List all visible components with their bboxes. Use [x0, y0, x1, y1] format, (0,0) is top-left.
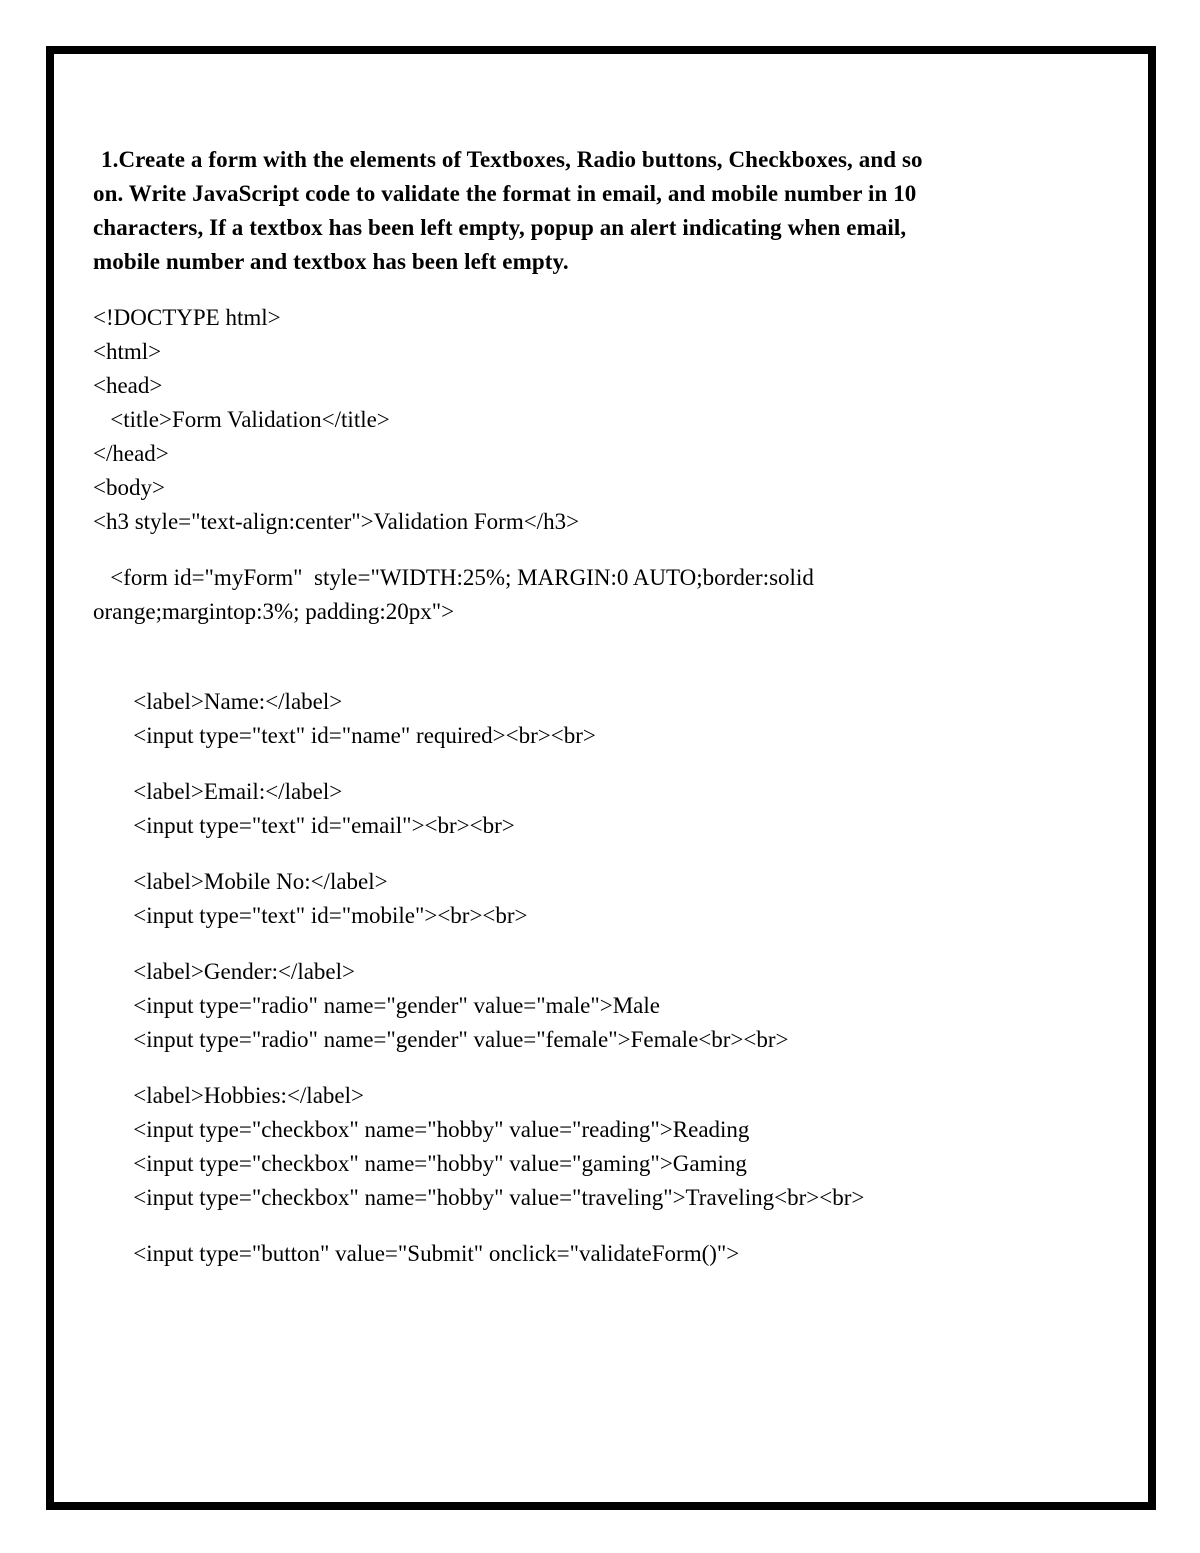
- code-line: <title>Form Validation</title>: [93, 407, 390, 432]
- spacer: [93, 663, 1093, 685]
- code-line: <label>Gender:</label>: [93, 959, 355, 984]
- code-line: <input type="radio" name="gender" value="female">Female<br><br>: [93, 1027, 789, 1052]
- code-line: <input type="checkbox" name="hobby" value="gaming">Gaming: [93, 1151, 747, 1176]
- spacer: [93, 539, 1093, 561]
- code-line: <label>Mobile No:</label>: [93, 869, 388, 894]
- spacer: [93, 843, 1093, 865]
- code-line: <input type="text" id="email"><br><br>: [93, 813, 515, 838]
- code-line: <h3 style="text-align:center">Validation Form</h3>: [93, 509, 580, 534]
- code-line: <head>: [93, 373, 163, 398]
- question-line: mobile number and textbox has been left empty.: [93, 249, 569, 274]
- code-line: orange;margintop:3%; padding:20px">: [93, 599, 455, 624]
- question-line: on. Write JavaScript code to validate the format in email, and mobile number in 10: [93, 181, 917, 206]
- code-line: <input type="text" id="mobile"><br><br>: [93, 903, 528, 928]
- code-listing: [93, 301, 1093, 1271]
- document-content: [93, 95, 1093, 1271]
- code-line: <input type="button" value="Submit" onclick="validateForm()">: [93, 1241, 740, 1266]
- code-line: <label>Name:</label>: [93, 689, 343, 714]
- spacer: [93, 933, 1093, 955]
- question-line: characters, If a textbox has been left empty, popup an alert indicating when email,: [93, 215, 907, 240]
- code-line: <input type="checkbox" name="hobby" value="traveling">Traveling<br><br>: [93, 1185, 865, 1210]
- code-line: <input type="checkbox" name="hobby" value="reading">Reading: [93, 1117, 750, 1142]
- code-line: <input type="radio" name="gender" value="male">Male: [93, 993, 660, 1018]
- code-line: <form id="myForm" style="WIDTH:25%; MARGIN:0 AUTO;border:solid: [93, 565, 814, 590]
- code-line: <html>: [93, 339, 162, 364]
- code-line: <label>Hobbies:</label>: [93, 1083, 364, 1108]
- spacer: [93, 1057, 1093, 1079]
- spacer: [93, 629, 1093, 663]
- spacer: [93, 1215, 1093, 1237]
- question-text: [93, 143, 1093, 279]
- spacer: [93, 753, 1093, 775]
- question-line: 1.Create a form with the elements of Textboxes, Radio buttons, Checkboxes, and so: [101, 147, 923, 172]
- code-line: <body>: [93, 475, 165, 500]
- code-line: <label>Email:</label>: [93, 779, 343, 804]
- code-line: <!DOCTYPE html>: [93, 305, 281, 330]
- code-line: <input type="text" id="name" required><br><br>: [93, 723, 596, 748]
- code-line: </head>: [93, 441, 169, 466]
